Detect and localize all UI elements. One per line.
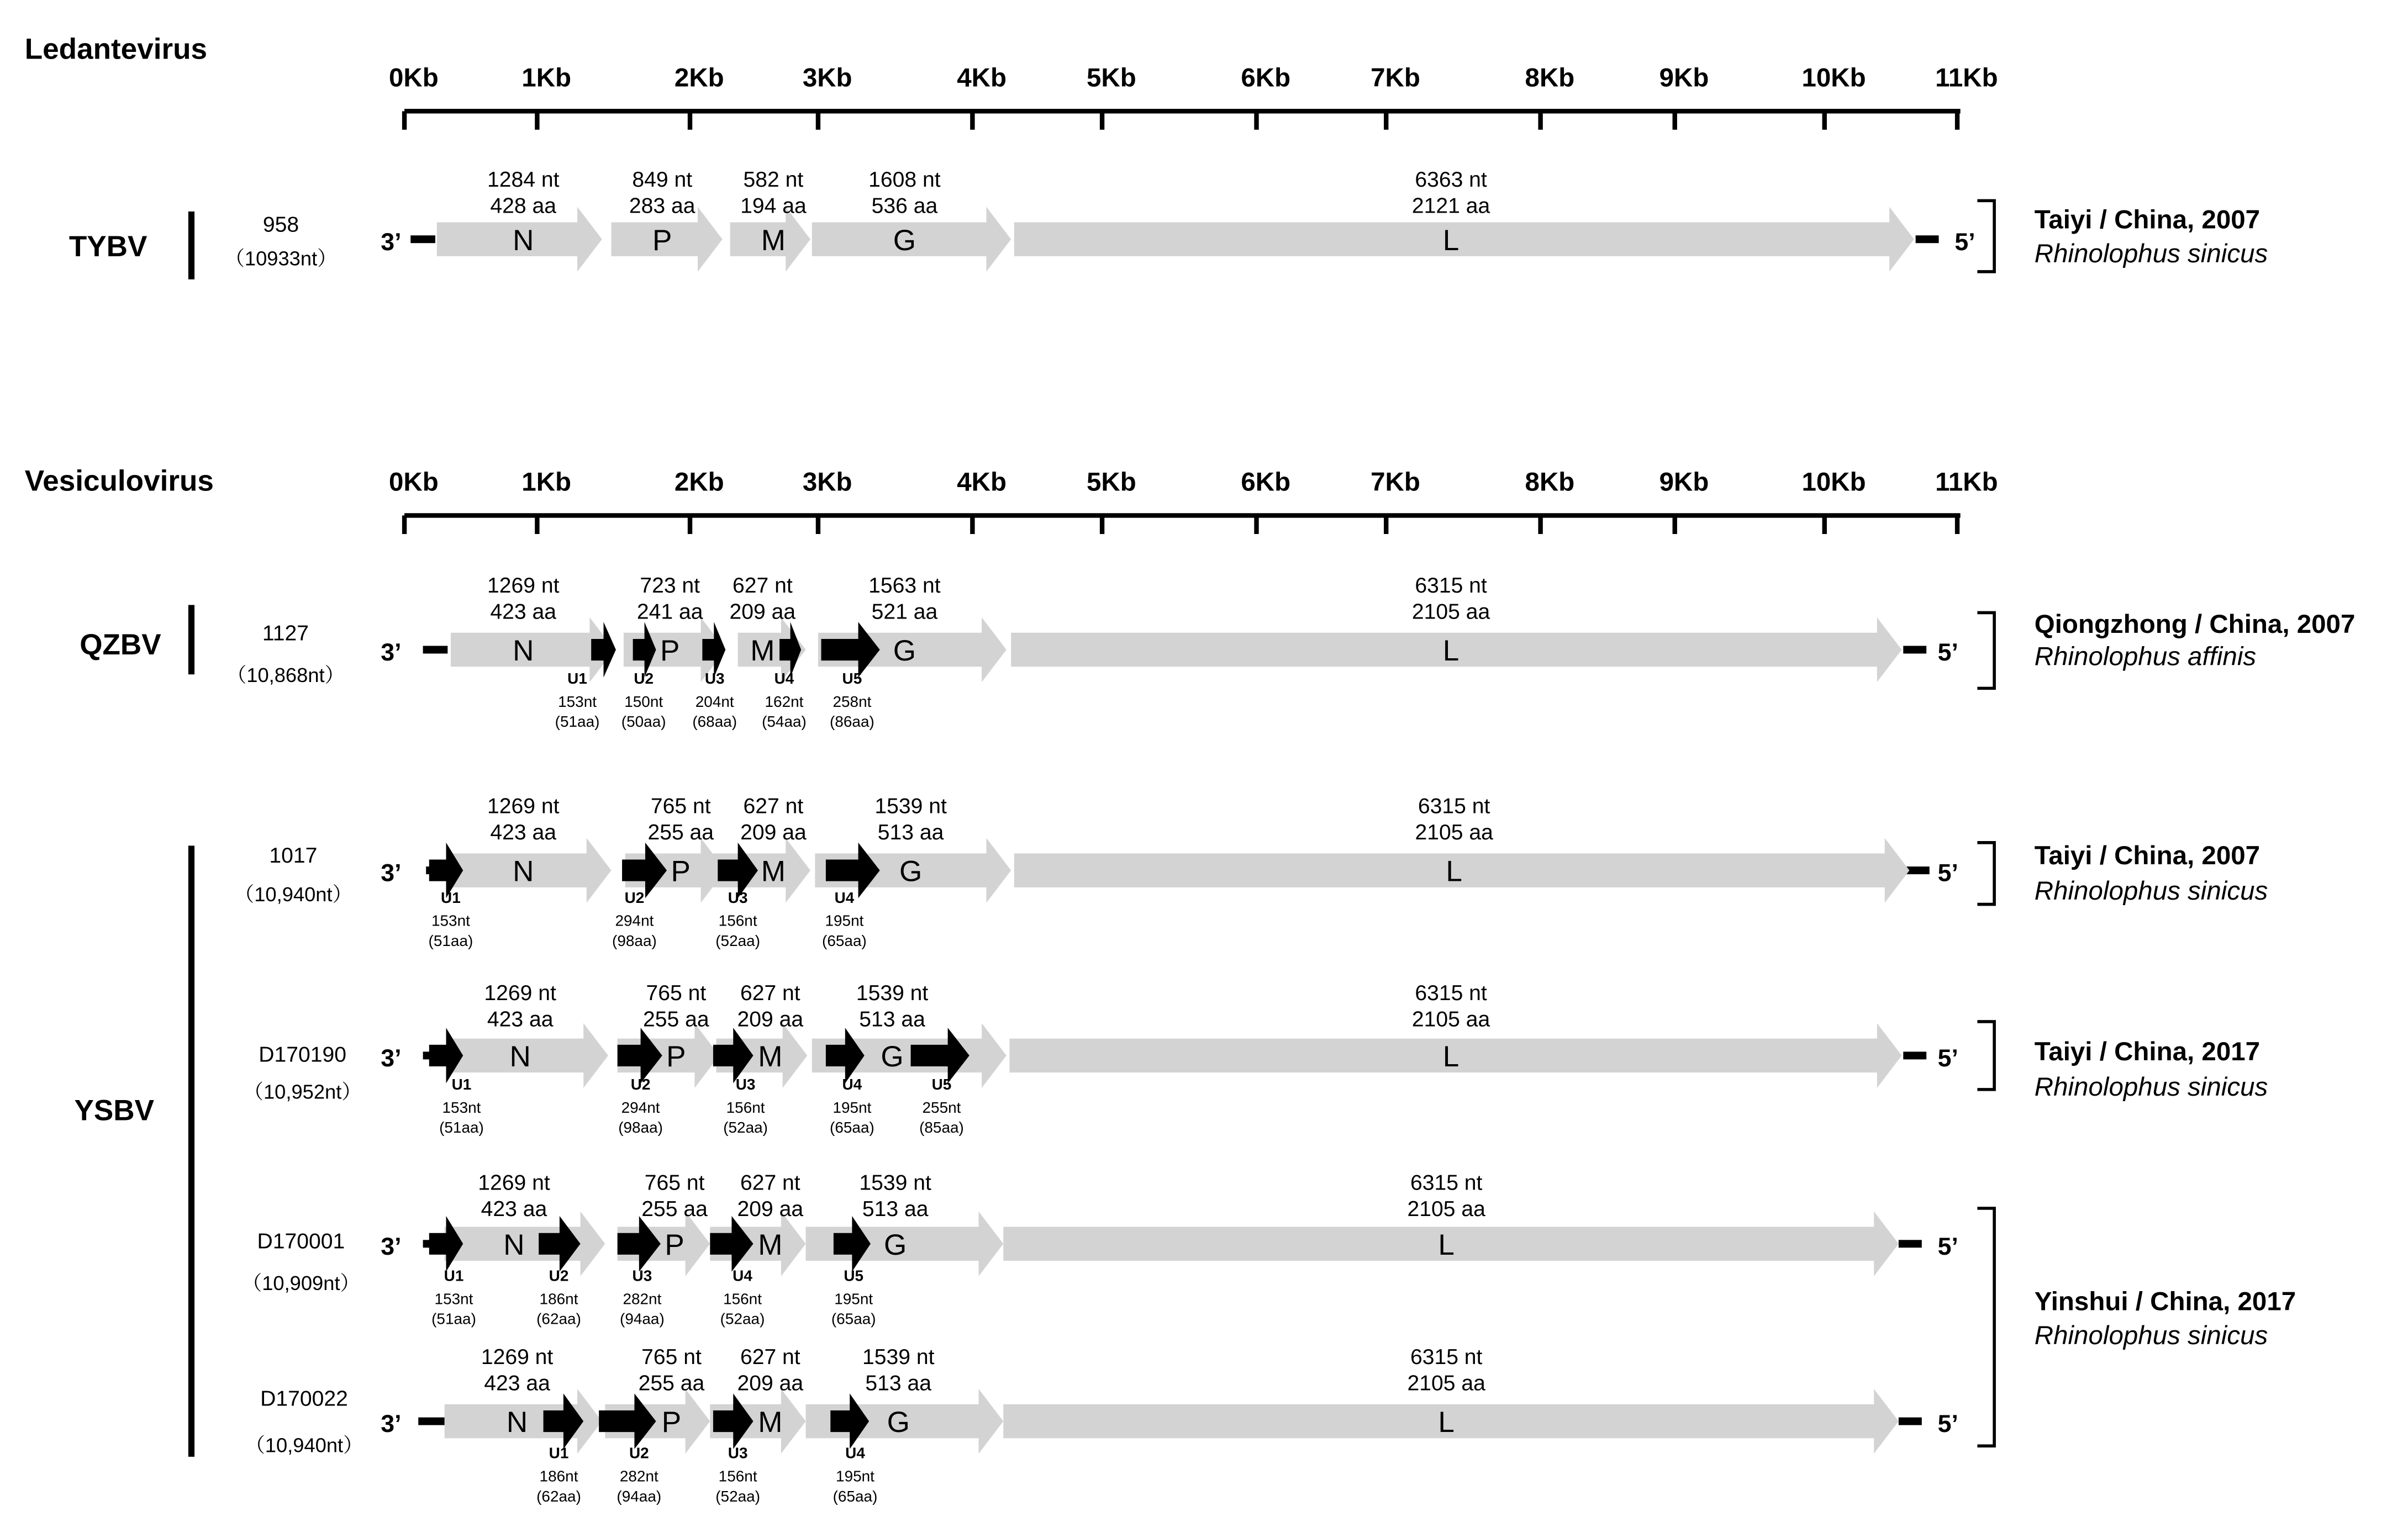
genome-length: （10,940nt）	[245, 1434, 363, 1457]
orf-arrow	[429, 1216, 463, 1272]
orf-nt-length: 186nt	[539, 1290, 578, 1308]
sampling-location: Taiyi / China, 2007	[2034, 205, 2261, 235]
gene-aa-length: 241 aa	[636, 600, 703, 624]
gene-name: N	[513, 635, 534, 668]
scale-tick-label: 4Kb	[957, 63, 1007, 93]
three-prime-label: 3’	[381, 639, 402, 667]
virus-group-bar	[188, 605, 194, 674]
five-prime-label: 5’	[1937, 1044, 1958, 1072]
gene-name: N	[503, 1228, 525, 1261]
origin-bracket	[1977, 1022, 1994, 1090]
orf-name: U3	[728, 889, 748, 906]
virus-group-bar	[188, 845, 194, 1457]
orf-nt-length: 195nt	[836, 1467, 874, 1485]
orf-nt-length: 258nt	[832, 693, 872, 710]
genome-length: （10,952nt）	[243, 1080, 362, 1103]
gene-aa-length: 2105 aa	[1407, 1197, 1485, 1221]
gene-nt-length: 1608 nt	[868, 168, 941, 192]
gene-nt-length: 6315 nt	[1410, 1345, 1483, 1370]
gene-aa-length: 536 aa	[871, 194, 938, 218]
orf-aa-length: (94aa)	[617, 1487, 662, 1505]
orf-name: U2	[634, 669, 654, 687]
orf-nt-length: 255nt	[922, 1098, 961, 1116]
three-prime-terminus	[410, 235, 435, 243]
orf-aa-length: (62aa)	[536, 1487, 581, 1505]
three-prime-label: 3’	[381, 228, 402, 256]
gene-name: L	[1442, 224, 1459, 257]
gene-name: N	[513, 855, 534, 888]
gene-nt-length: 1269 nt	[484, 981, 556, 1005]
orf-aa-length: (50aa)	[621, 713, 666, 731]
gene-name: M	[758, 1040, 783, 1073]
scale-tick-label: 6Kb	[1241, 63, 1291, 93]
orf-name: U5	[842, 669, 862, 687]
origin-bracket	[1977, 1208, 1994, 1446]
gene-name: G	[893, 224, 916, 257]
gene-name: P	[652, 224, 672, 257]
orf-arrow	[911, 1028, 969, 1083]
strain-id: 958	[262, 213, 299, 237]
three-prime-label: 3’	[381, 1044, 402, 1072]
gene-aa-length: 194 aa	[740, 194, 807, 218]
strain-id: D170190	[259, 1043, 347, 1067]
orf-aa-length: (98aa)	[612, 932, 657, 949]
strain-id: D170001	[257, 1229, 345, 1254]
orf-aa-length: (51aa)	[431, 1310, 476, 1328]
orf-aa-length: (52aa)	[715, 1487, 761, 1505]
orf-name: U1	[451, 1075, 472, 1093]
gene-name: G	[899, 855, 923, 888]
orf-nt-length: 153nt	[434, 1290, 473, 1308]
gene-aa-length: 521 aa	[871, 600, 938, 624]
orf-arrow	[618, 1028, 662, 1083]
scale-tick-label: 8Kb	[1525, 467, 1575, 497]
three-prime-label: 3’	[381, 1233, 402, 1260]
gene-aa-length: 513 aa	[859, 1007, 925, 1032]
orf-aa-length: (51aa)	[428, 932, 473, 949]
virus-name: QZBV	[80, 628, 161, 661]
five-prime-label: 5’	[1937, 1410, 1958, 1438]
orf-name: U3	[735, 1075, 756, 1093]
strain-id: 1127	[262, 621, 309, 646]
orf-aa-length: (68aa)	[692, 713, 737, 731]
gene-nt-length: 765 nt	[641, 1345, 702, 1370]
origin-bracket	[1977, 200, 1994, 272]
gene-name: G	[887, 1406, 910, 1439]
gene-aa-length: 255 aa	[647, 821, 714, 845]
orf-name: U1	[549, 1444, 569, 1462]
gene-name: L	[1438, 1228, 1455, 1261]
host-species: Rhinolophus affinis	[2034, 642, 2257, 672]
five-prime-terminus	[1899, 1240, 1922, 1248]
gene-nt-length: 765 nt	[644, 1171, 705, 1195]
gene-name: G	[893, 635, 916, 668]
gene-name: L	[1442, 635, 1459, 668]
orf-arrow	[821, 622, 880, 678]
genome-length: （10,940nt）	[234, 882, 352, 906]
orf-arrow	[826, 1028, 865, 1083]
scale-tick-label: 2Kb	[674, 467, 724, 497]
orf-name: U2	[549, 1267, 569, 1285]
gene-aa-length: 423 aa	[481, 1197, 547, 1221]
orf-nt-length: 153nt	[442, 1098, 481, 1116]
scale-tick-label: 11Kb	[1935, 63, 1998, 93]
gene-nt-length: 1269 nt	[478, 1171, 550, 1195]
gene-nt-length: 6315 nt	[1418, 794, 1490, 818]
host-species: Rhinolophus sinicus	[2034, 876, 2268, 906]
gene-nt-length: 627 nt	[732, 574, 793, 598]
gene-name: G	[884, 1228, 907, 1261]
orf-name: U4	[733, 1267, 752, 1285]
orf-arrow	[834, 1216, 871, 1272]
gene-aa-length: 209 aa	[737, 1371, 804, 1396]
scale-tick-label: 11Kb	[1935, 467, 1998, 497]
gene-nt-length: 765 nt	[650, 794, 711, 818]
gene-aa-length: 209 aa	[740, 821, 807, 845]
gene-name: N	[513, 224, 534, 257]
gene-aa-length: 209 aa	[737, 1007, 804, 1032]
three-prime-terminus	[418, 1418, 445, 1425]
section-title: Ledantevirus	[24, 33, 208, 66]
gene-nt-length: 1539 nt	[874, 794, 947, 818]
gene-name: P	[665, 1228, 684, 1261]
gene-nt-length: 6315 nt	[1415, 981, 1487, 1005]
virus-group-bar	[188, 212, 194, 279]
scale-tick-label: 9Kb	[1659, 467, 1709, 497]
gene-nt-length: 765 nt	[646, 981, 707, 1005]
orf-name: U5	[844, 1267, 864, 1285]
gene-nt-length: 1539 nt	[859, 1171, 931, 1195]
orf-aa-length: (65aa)	[831, 1310, 876, 1328]
scale-tick-label: 7Kb	[1371, 467, 1420, 497]
orf-name: U4	[834, 889, 855, 906]
genome-length: （10,909nt）	[241, 1272, 360, 1295]
gene-nt-length: 582 nt	[743, 168, 804, 192]
genome-length: （10,868nt）	[226, 664, 345, 687]
orf-arrow	[429, 1028, 463, 1083]
gene-aa-length: 2105 aa	[1407, 1371, 1485, 1396]
gene-aa-length: 255 aa	[641, 1197, 708, 1221]
gene-aa-length: 255 aa	[638, 1371, 705, 1396]
sampling-location: Qiongzhong / China, 2007	[2034, 609, 2356, 639]
orf-nt-length: 156nt	[718, 912, 757, 929]
three-prime-terminus	[423, 646, 448, 654]
orf-aa-length: (65aa)	[822, 932, 867, 949]
gene-arrow	[445, 1212, 605, 1276]
orf-aa-length: (65aa)	[830, 1119, 874, 1137]
orf-arrow	[539, 1216, 580, 1272]
gene-name: M	[761, 855, 786, 888]
orf-name: U5	[931, 1075, 952, 1093]
orf-nt-length: 294nt	[615, 912, 654, 929]
orf-name: U4	[845, 1444, 865, 1462]
gene-name: M	[761, 224, 786, 257]
origin-bracket	[1977, 843, 1994, 905]
orf-nt-length: 162nt	[765, 693, 804, 710]
five-prime-label: 5’	[1937, 639, 1958, 667]
host-species: Rhinolophus sinicus	[2034, 1072, 2268, 1102]
strain-id: D170022	[260, 1387, 348, 1411]
gene-aa-length: 513 aa	[877, 821, 944, 845]
orf-name: U2	[629, 1444, 649, 1462]
scale-tick-label: 5Kb	[1086, 63, 1136, 93]
sampling-location: Yinshui / China, 2017	[2034, 1287, 2296, 1317]
orf-nt-length: 294nt	[621, 1098, 660, 1116]
gene-nt-length: 627 nt	[740, 981, 800, 1005]
orf-nt-length: 195nt	[825, 912, 864, 929]
scale-tick-label: 10Kb	[1801, 467, 1866, 497]
orf-aa-length: (85aa)	[919, 1119, 964, 1137]
sampling-location: Taiyi / China, 2017	[2034, 1037, 2261, 1066]
gene-name: N	[509, 1040, 531, 1073]
scale-tick-label: 3Kb	[802, 467, 852, 497]
orf-nt-length: 204nt	[695, 693, 734, 710]
orf-aa-length: (51aa)	[555, 713, 600, 731]
orf-nt-length: 282nt	[623, 1290, 662, 1308]
five-prime-label: 5’	[1937, 859, 1958, 887]
scale-tick-label: 1Kb	[521, 467, 572, 497]
gene-nt-length: 6315 nt	[1410, 1171, 1483, 1195]
orf-arrow	[599, 1393, 656, 1449]
gene-aa-length: 2121 aa	[1411, 194, 1490, 218]
gene-name: P	[660, 635, 680, 668]
orf-nt-length: 156nt	[723, 1290, 762, 1308]
orf-name: U4	[774, 669, 794, 687]
gene-nt-length: 6315 nt	[1415, 574, 1487, 598]
gene-nt-length: 1539 nt	[856, 981, 929, 1005]
orf-name: U3	[704, 669, 725, 687]
gene-aa-length: 513 aa	[862, 1197, 929, 1221]
gene-aa-length: 513 aa	[865, 1371, 932, 1396]
orf-aa-length: (52aa)	[723, 1119, 768, 1137]
gene-name: L	[1446, 855, 1462, 888]
scale-tick-label: 9Kb	[1659, 63, 1709, 93]
gene-nt-length: 1269 nt	[481, 1345, 554, 1370]
orf-name: U2	[630, 1075, 651, 1093]
five-prime-terminus	[1916, 235, 1939, 243]
five-prime-label: 5’	[1954, 228, 1975, 256]
gene-nt-length: 1563 nt	[868, 574, 941, 598]
orf-nt-length: 282nt	[619, 1467, 658, 1485]
scale-tick-label: 1Kb	[521, 63, 572, 93]
gene-nt-length: 1269 nt	[487, 794, 560, 818]
scale-tick-label: 5Kb	[1086, 467, 1136, 497]
five-prime-terminus	[1899, 1418, 1922, 1425]
orf-arrow	[830, 1393, 869, 1449]
orf-nt-length: 195nt	[834, 1290, 873, 1308]
scale-tick-label: 7Kb	[1371, 63, 1420, 93]
gene-name: M	[758, 1228, 783, 1261]
five-prime-terminus	[1903, 646, 1926, 654]
virus-name: YSBV	[74, 1094, 155, 1127]
orf-arrow	[713, 1393, 754, 1449]
gene-nt-length: 1539 nt	[862, 1345, 935, 1370]
gene-aa-length: 2105 aa	[1415, 821, 1493, 845]
orf-name: U2	[624, 889, 645, 906]
five-prime-label: 5’	[1937, 1233, 1958, 1260]
orf-name: U3	[728, 1444, 748, 1462]
scale-tick-label: 8Kb	[1525, 63, 1575, 93]
orf-nt-length: 195nt	[832, 1098, 872, 1116]
gene-aa-length: 423 aa	[487, 1007, 554, 1032]
orf-arrow	[710, 1216, 753, 1272]
gene-nt-length: 627 nt	[740, 1345, 800, 1370]
scale-tick-label: 4Kb	[957, 467, 1007, 497]
orf-nt-length: 156nt	[718, 1467, 757, 1485]
gene-name: L	[1442, 1040, 1459, 1073]
orf-aa-length: (94aa)	[620, 1310, 665, 1328]
section-title: Vesiculovirus	[24, 464, 214, 498]
sampling-location: Taiyi / China, 2007	[2034, 841, 2261, 870]
scale-tick-label: 3Kb	[802, 63, 852, 93]
gene-nt-length: 1269 nt	[487, 574, 560, 598]
three-prime-label: 3’	[381, 859, 402, 887]
gene-name: M	[758, 1406, 783, 1439]
gene-aa-length: 283 aa	[629, 194, 695, 218]
orf-aa-length: (98aa)	[618, 1119, 663, 1137]
gene-aa-length: 2105 aa	[1411, 1007, 1490, 1032]
orf-name: U1	[567, 669, 587, 687]
gene-name: G	[881, 1040, 904, 1073]
orf-nt-length: 186nt	[539, 1467, 578, 1485]
gene-name: P	[671, 855, 691, 888]
gene-name: P	[661, 1406, 682, 1439]
gene-aa-length: 423 aa	[484, 1371, 550, 1396]
orf-aa-length: (65aa)	[832, 1487, 878, 1505]
gene-name: N	[506, 1406, 528, 1439]
gene-nt-length: 849 nt	[632, 168, 693, 192]
gene-nt-length: 723 nt	[640, 574, 700, 598]
orf-nt-length: 153nt	[431, 912, 470, 929]
orf-aa-length: (52aa)	[715, 932, 761, 949]
orf-aa-length: (54aa)	[762, 713, 807, 731]
orf-name: U1	[441, 889, 461, 906]
orf-nt-length: 153nt	[558, 693, 597, 710]
gene-nt-length: 627 nt	[743, 794, 804, 818]
scale-tick-label: 0Kb	[388, 63, 439, 93]
three-prime-label: 3’	[381, 1410, 402, 1438]
genome-length: （10933nt）	[224, 247, 338, 270]
orf-aa-length: (86aa)	[830, 713, 874, 731]
orf-nt-length: 156nt	[726, 1098, 765, 1116]
host-species: Rhinolophus sinicus	[2034, 1320, 2268, 1350]
strain-id: 1017	[269, 844, 318, 868]
orf-name: U4	[842, 1075, 862, 1093]
scale-tick-label: 0Kb	[388, 467, 439, 497]
gene-nt-length: 627 nt	[740, 1171, 800, 1195]
scale-tick-label: 2Kb	[674, 63, 724, 93]
gene-nt-length: 1284 nt	[487, 168, 560, 192]
five-prime-terminus	[1906, 866, 1930, 874]
orf-name: U1	[444, 1267, 464, 1285]
gene-aa-length: 209 aa	[737, 1197, 804, 1221]
orf-aa-length: (52aa)	[720, 1310, 765, 1328]
orf-nt-length: 150nt	[624, 693, 663, 710]
gene-name: P	[666, 1040, 686, 1073]
gene-nt-length: 6363 nt	[1415, 168, 1487, 192]
orf-arrow	[633, 622, 656, 678]
gene-name: M	[750, 635, 775, 668]
virus-name: TYBV	[69, 230, 147, 263]
host-species: Rhinolophus sinicus	[2034, 239, 2268, 269]
orf-arrow	[713, 1028, 754, 1083]
origin-bracket	[1977, 612, 1994, 688]
orf-aa-length: (51aa)	[439, 1119, 484, 1137]
gene-aa-length: 2105 aa	[1411, 600, 1490, 624]
gene-aa-length: 423 aa	[490, 600, 557, 624]
gene-aa-length: 423 aa	[490, 821, 557, 845]
gene-name: L	[1438, 1406, 1455, 1439]
scale-tick-label: 10Kb	[1801, 63, 1866, 93]
orf-arrow	[618, 1216, 661, 1272]
gene-aa-length: 428 aa	[490, 194, 557, 218]
gene-aa-length: 209 aa	[729, 600, 796, 624]
orf-name: U3	[632, 1267, 652, 1285]
gene-aa-length: 255 aa	[643, 1007, 709, 1032]
scale-tick-label: 6Kb	[1241, 467, 1291, 497]
orf-aa-length: (62aa)	[536, 1310, 581, 1328]
five-prime-terminus	[1903, 1051, 1926, 1059]
